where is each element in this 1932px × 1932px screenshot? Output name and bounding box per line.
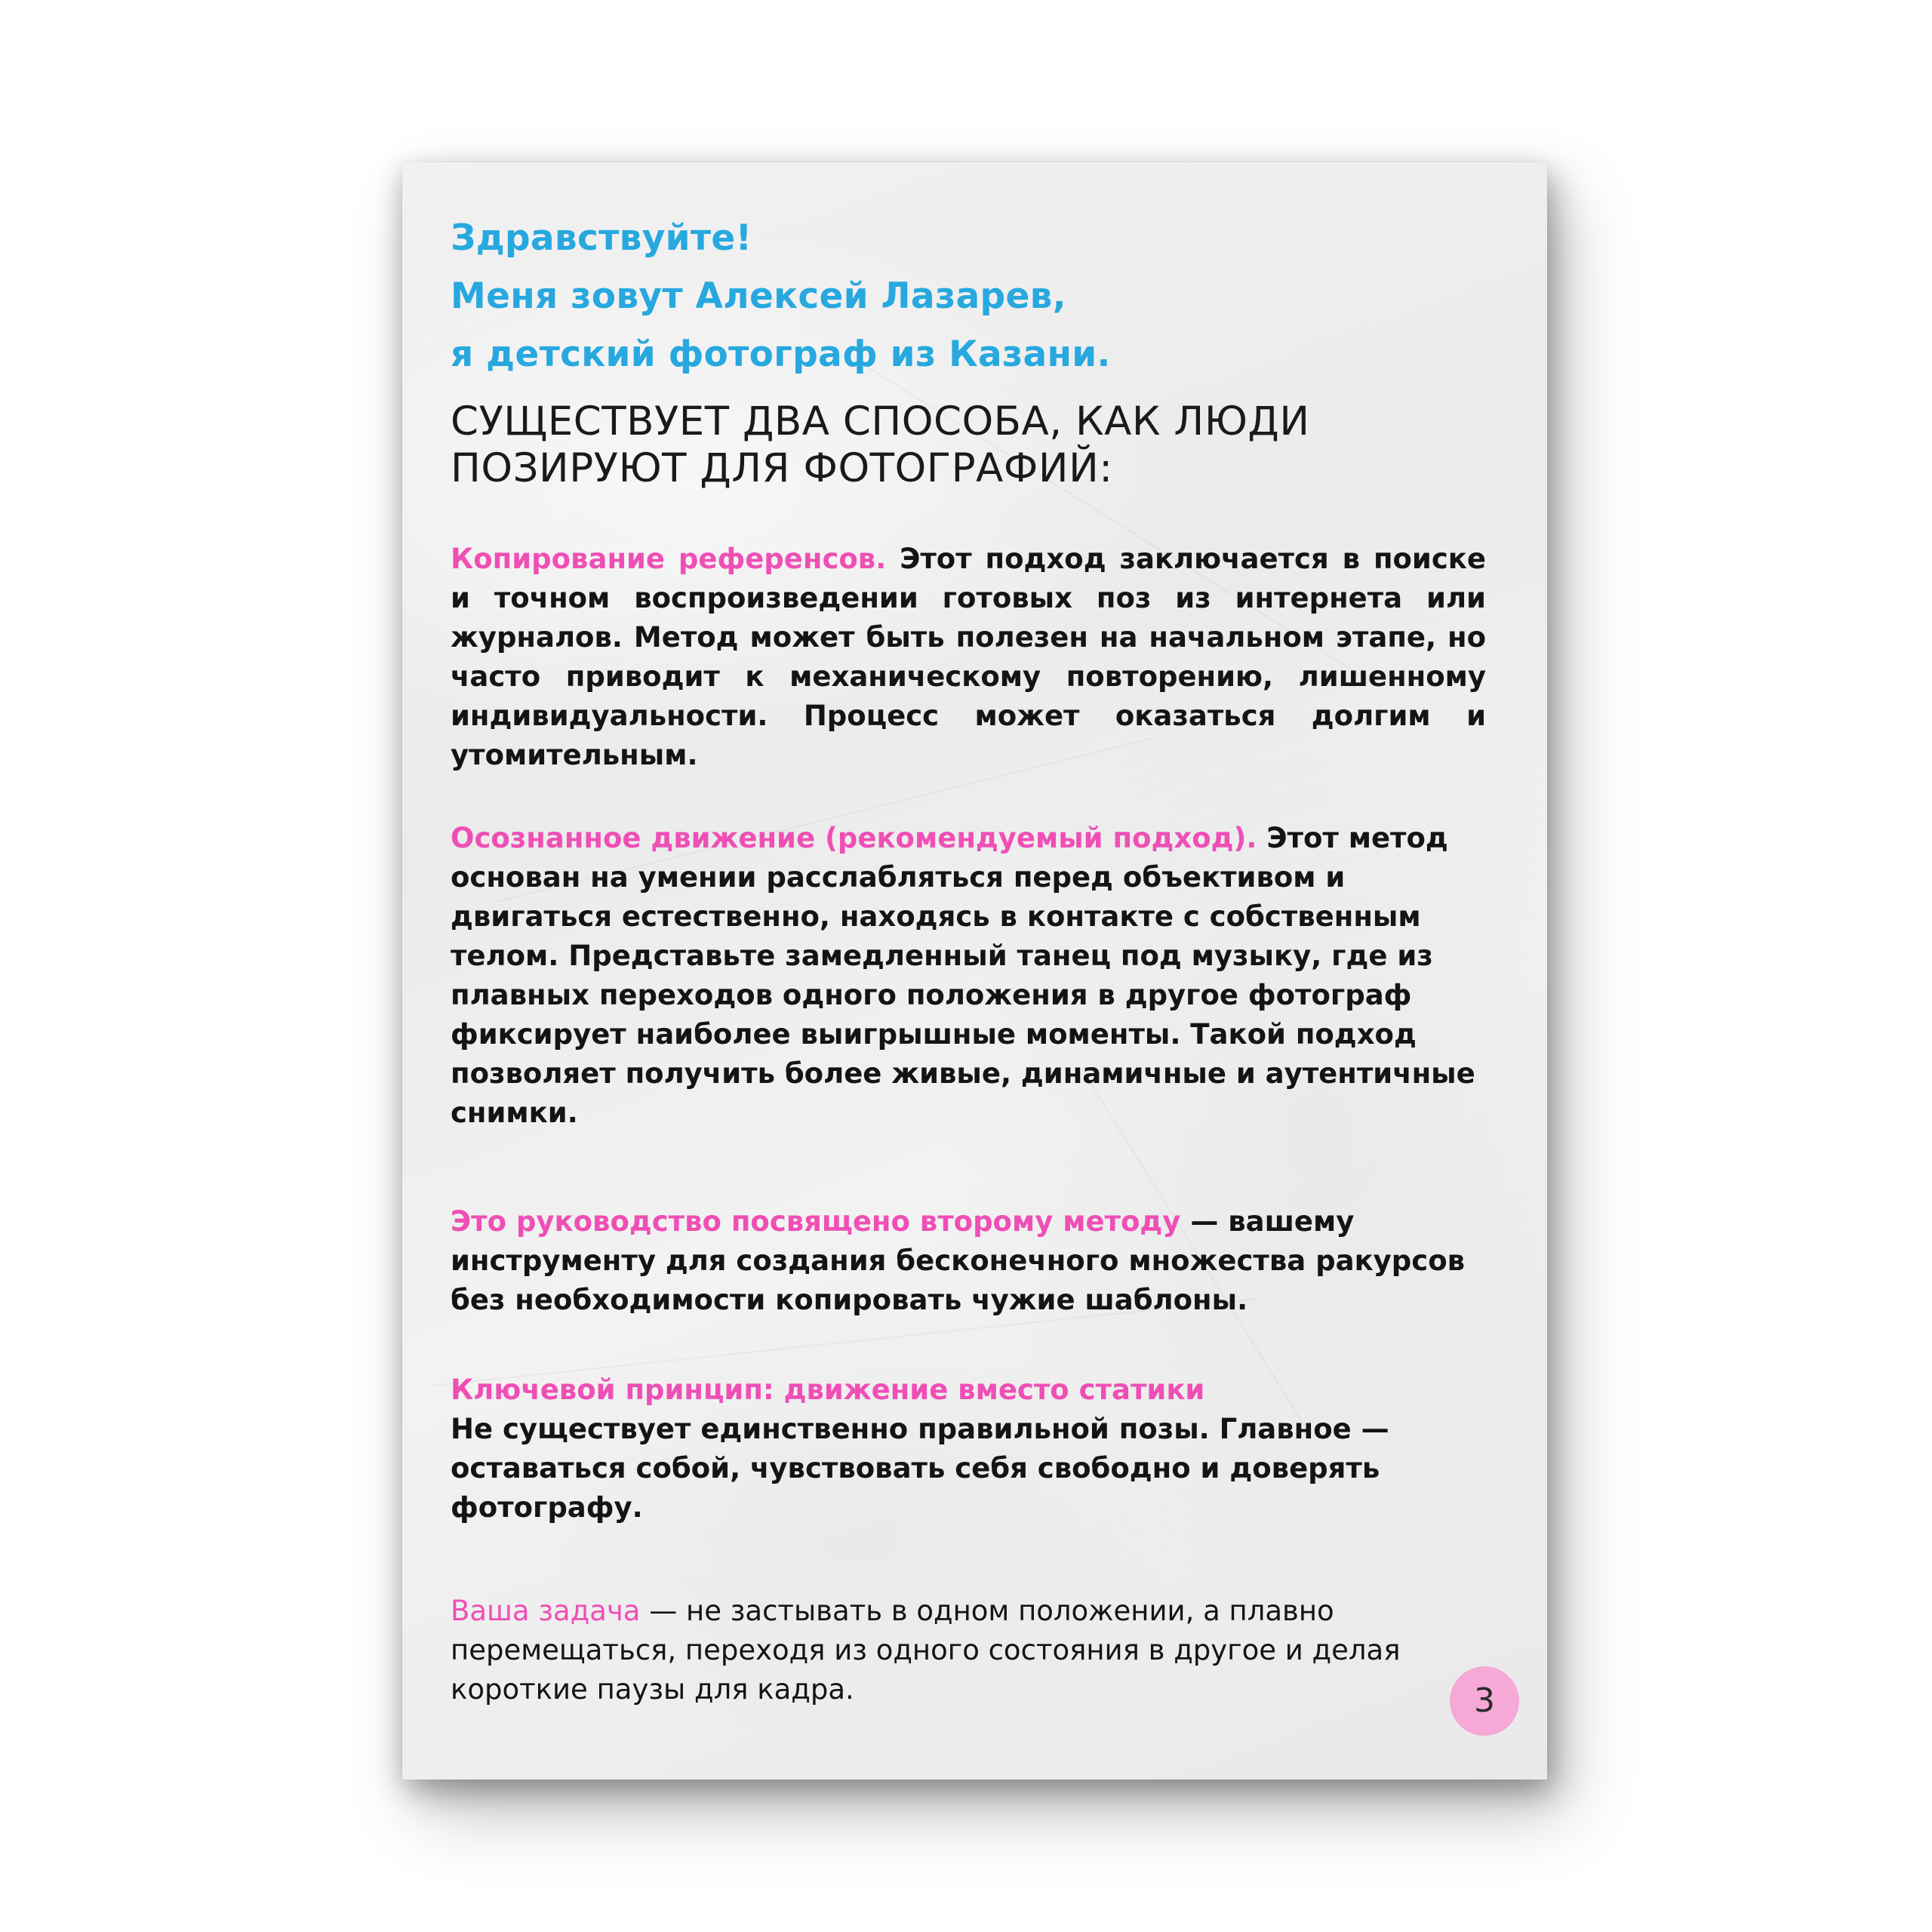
greeting-heading — [451, 209, 1111, 383]
method-movement-title: Осознанное движение (рекомендуемый подход). — [451, 822, 1257, 854]
task-paragraph — [451, 1592, 1486, 1709]
headline-line-2: ПОЗИРУЮТ ДЛЯ ФОТОГРАФИЙ: — [451, 445, 1113, 491]
greeting-line-2: Меня зовут Алексей Лазарев, — [451, 275, 1066, 317]
method-movement-paragraph — [451, 819, 1486, 1133]
method-copying-paragraph — [451, 540, 1486, 775]
page-number: 3 — [1474, 1681, 1495, 1720]
page-number-badge — [1450, 1666, 1519, 1736]
task-highlight: Ваша задача — [451, 1595, 641, 1627]
guide-highlight: Это руководство посвящено второму методу — [451, 1205, 1181, 1238]
greeting-line-1: Здравствуйте! — [451, 217, 752, 259]
section-headline — [451, 398, 1309, 492]
method-movement-text: Этот метод основан на умении расслабляться перед объективом и двигаться естественно, находясь в контакте с собственным телом. Представьте замедленный танец под музыку, где из плавных переходов одного положения в другое фотограф фиксирует наиболее выигрышные моменты. Такой подход позволяет получить более живые, динамичные и аутентичные снимки. — [451, 822, 1475, 1129]
method-copying-title: Копирование референсов. — [451, 543, 887, 575]
task-text: — не застывать в одном положении, а плавно перемещаться, переходя из одного состояния в другое и делая короткие паузы для кадра. — [451, 1595, 1401, 1706]
principle-text: Не существует единственно правильной позы. Главное — оставаться собой, чувствовать себя свободно и доверять фотографу. — [451, 1413, 1389, 1524]
principle-title: Ключевой принцип: движение вместо статики — [451, 1374, 1205, 1406]
guide-text: — вашему инструменту для создания бесконечного множества ракурсов без необходимости копировать чужие шаблоны. — [451, 1205, 1466, 1316]
principle-paragraph — [451, 1371, 1486, 1527]
paper-sheet — [402, 162, 1547, 1780]
guide-paragraph — [451, 1202, 1486, 1320]
greeting-line-3: я детский фотограф из Казани. — [451, 334, 1111, 375]
method-copying-text: Этот подход заключается в поиске и точном воспроизведении готовых поз из интернета или журналов. Метод может быть полезен на начальном этапе, но часто приводит к механическому повторению, лишенному индивидуальности. Процесс может оказаться долгим и утомительным. — [451, 543, 1486, 771]
headline-line-1: СУЩЕСТВУЕТ ДВА СПОСОБА, КАК ЛЮДИ — [451, 398, 1310, 445]
